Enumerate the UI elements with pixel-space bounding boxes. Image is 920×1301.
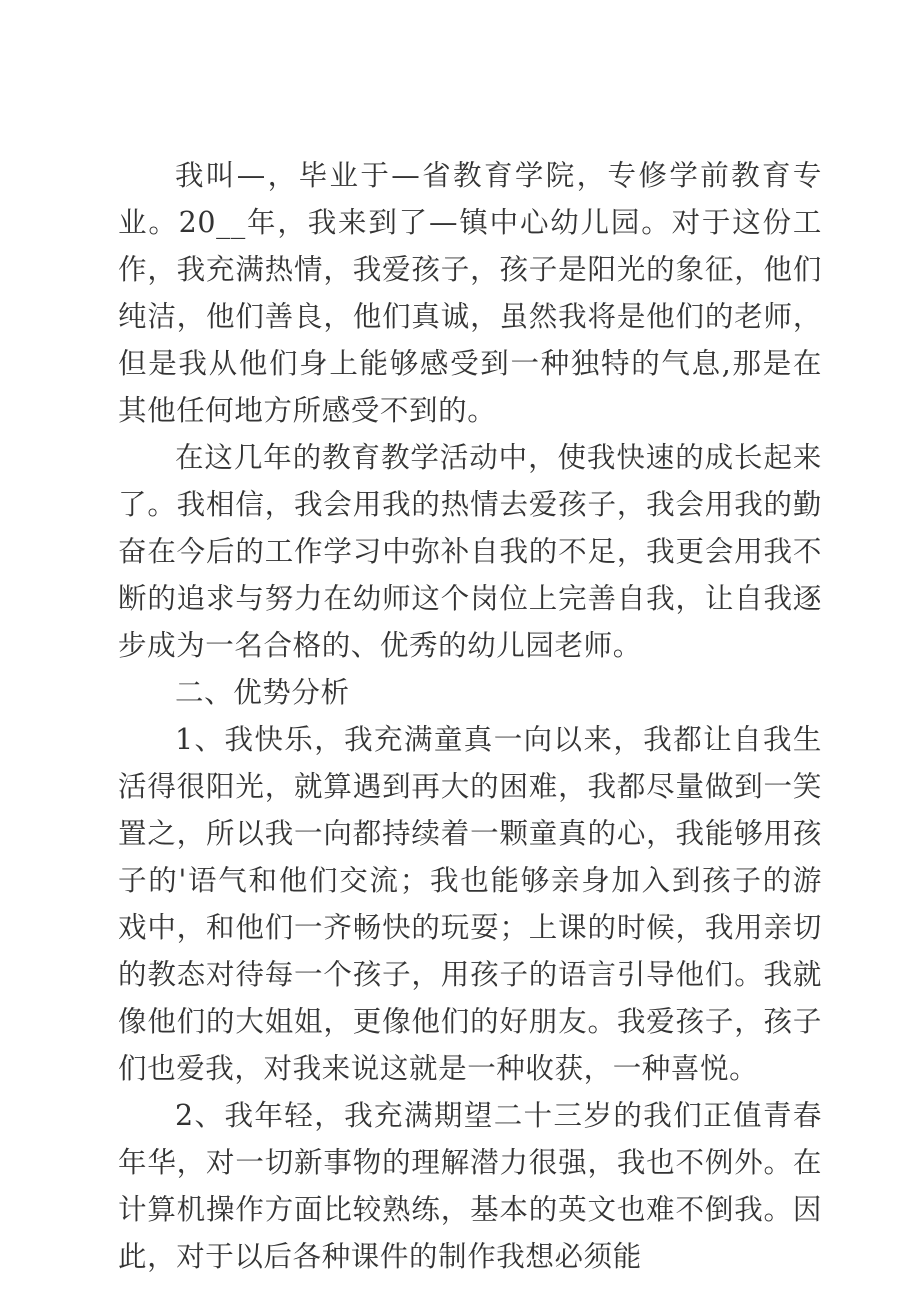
- paragraph-growth: 在这几年的教育教学活动中，使我快速的成长起来了。我相信，我会用我的热情去爱孩子，我会用我的勤奋在今后的工作学习中弥补自我的不足，我更会用我不断的追求与努力在幼师这个岗位上完善自我，让自我逐步成为一名合格的、优秀的幼儿园老师。: [118, 441, 822, 662]
- list-item-happy-childlike: 1、我快乐，我充满童真一向以来，我都让自我生活得很阳光，就算遇到再大的困难，我都尽量做到一笑置之，所以我一向都持续着一颗童真的心，我能够用孩子的'语气和他们交流；我也能够亲身加入到孩子的游戏中，和他们一齐畅快的玩耍；上课的时候，我用亲切的教态对待每一个孩子，用孩子的语言引导他们。我就像他们的大姐姐，更像他们的好朋友。我爱孩子，孩子们也爱我，对我来说这就是一种收获，一种喜悦。: [118, 723, 822, 1085]
- paragraph-intro: 我叫—，毕业于—省教育学院，专修学前教育专业。20__年，我来到了—镇中心幼儿园。对于这份工作，我充满热情，我爱孩子，孩子是阳光的象征，他们纯洁，他们善良，他们真诚，虽然我将是他们的老师，但是我从他们身上能够感受到一种独特的气息,那是在其他任何地方所感受不到的。: [118, 159, 822, 427]
- document-text-body: [118, 152, 822, 1280]
- section-heading-advantage-analysis: 二、优势分析: [175, 676, 350, 709]
- list-item-young-hopeful: 2、我年轻，我充满期望二十三岁的我们正值青春年华，对一切新事物的理解潜力很强，我也不例外。在计算机操作方面比较熟练，基本的英文也难不倒我。因此，对于以后各种课件的制作我想必须能: [118, 1099, 822, 1273]
